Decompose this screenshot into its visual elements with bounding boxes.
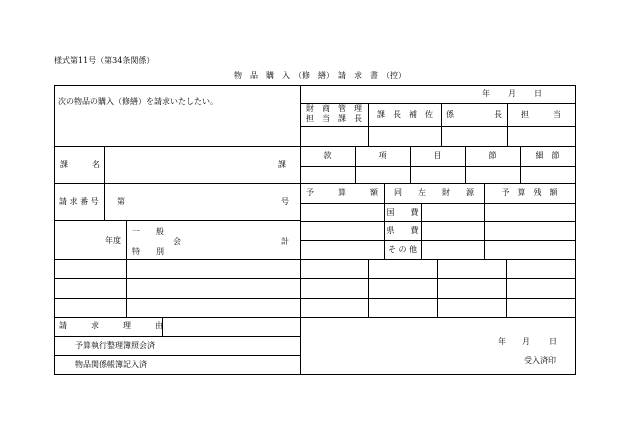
frame-top	[54, 85, 576, 86]
line-budget-header	[300, 166, 576, 167]
received-seal-label: 受入済印	[524, 356, 556, 365]
line-dept-v	[104, 146, 105, 183]
line-approver-bottom	[300, 126, 576, 127]
request-text: 次の物品の購入（修繕）を請求いたしたい。	[58, 97, 218, 106]
line-funding-1	[300, 221, 576, 222]
line-259	[54, 259, 576, 260]
line-grid-v-r1	[368, 259, 369, 317]
approver-staff: 担 当	[521, 110, 561, 119]
fiscal-special: 特 別	[132, 247, 164, 256]
budget-header-setsu: 節	[488, 151, 497, 160]
fiscal-year-suffix: 年度	[105, 236, 121, 245]
same-left-source-label: 同 左 財 源	[394, 188, 474, 197]
fiscal-total: 計	[281, 237, 289, 246]
line-grid-2	[54, 298, 576, 299]
line-approver-v3	[507, 103, 508, 146]
department-suffix: 課	[278, 160, 286, 169]
line-183	[54, 183, 576, 184]
budget-check-note: 予算執行整理簿照会済	[75, 341, 155, 350]
fiscal-account: 会	[173, 237, 181, 246]
budget-amount-label: 予 算 額	[306, 188, 378, 197]
budget-header-moku: 目	[433, 151, 442, 160]
line-approver-v2	[441, 103, 442, 146]
line-grid-1	[54, 278, 576, 279]
line-grid-v-r2	[437, 259, 438, 317]
line-amount-v-funding	[421, 203, 422, 259]
line-grid-v-r3	[506, 259, 507, 317]
footer-month: 月	[522, 337, 530, 346]
line-reason-bottom	[54, 336, 300, 337]
frame-bottom	[54, 374, 576, 375]
department-label: 課 名	[60, 160, 100, 169]
form-number: 様式第11号（第34条関係）	[54, 56, 155, 65]
fiscal-general: 一 般	[132, 227, 164, 236]
line-footer-mid	[54, 355, 300, 356]
line-approver-v1	[368, 103, 369, 146]
budget-header-saisetsu: 細 節	[535, 151, 560, 160]
date-month: 月	[508, 89, 516, 98]
approver-line1: 財 商 管 理	[306, 104, 362, 113]
line-amount-header	[300, 203, 576, 204]
funding-other: そ の 他	[387, 245, 418, 254]
funding-national: 国 費	[386, 208, 419, 217]
frame-right	[575, 85, 576, 375]
date-year: 年	[482, 89, 490, 98]
approver-line2: 担 当 課 長	[306, 114, 362, 123]
budget-header-kan: 款	[323, 151, 332, 160]
line-grid-v-left	[126, 259, 127, 317]
page-title: 物 品 購 入 （修 繕） 請 求 書 （控）	[234, 71, 406, 80]
line-fiscal-v	[126, 220, 127, 259]
approver-deputy: 課 長 補 佐	[377, 110, 433, 119]
line-146	[54, 146, 576, 147]
date-day: 日	[534, 89, 542, 98]
divider-main	[300, 85, 301, 375]
footer-year: 年	[498, 337, 506, 346]
budget-header-kou: 項	[378, 151, 387, 160]
ledger-entry-note: 物品関係帳簿記入済	[75, 360, 147, 369]
request-number-prefix: 第	[117, 197, 125, 206]
line-funding-2	[300, 240, 576, 241]
frame-left	[54, 85, 55, 375]
line-grid-3	[54, 317, 576, 318]
remaining-budget-label: 予 算 残 額	[501, 188, 558, 197]
request-number-label: 請 求 番 号	[59, 197, 99, 206]
approver-section-chief: 係 長	[446, 110, 502, 119]
line-reqno-bottom	[54, 220, 300, 221]
reason-label: 請 求 理 由	[59, 321, 163, 330]
funding-prefectural: 県 費	[386, 226, 419, 235]
line-reqno-v	[104, 183, 105, 220]
request-number-suffix: 号	[281, 197, 289, 206]
footer-day: 日	[549, 337, 557, 346]
